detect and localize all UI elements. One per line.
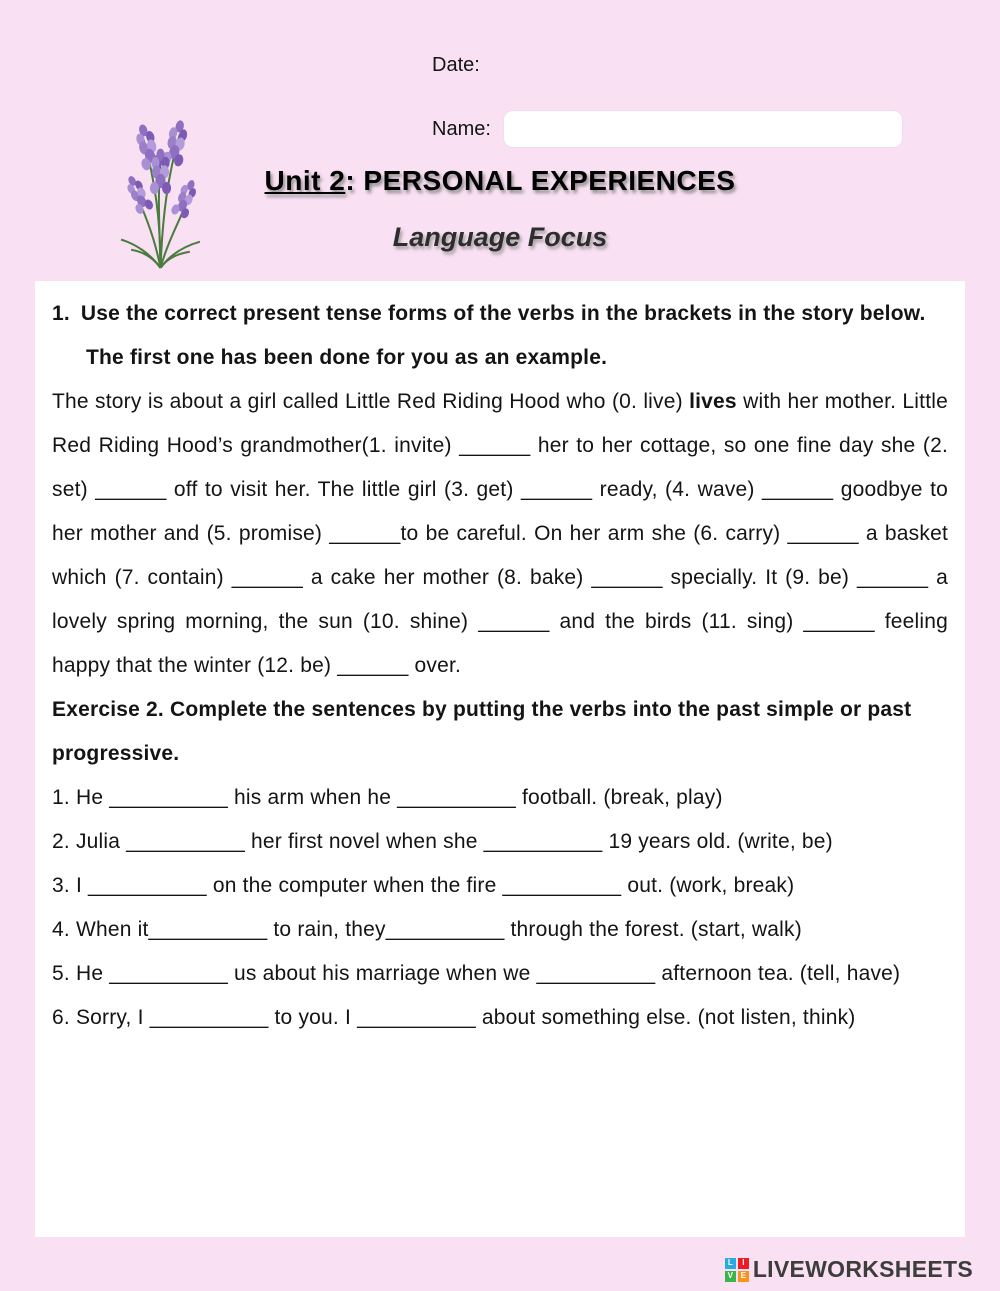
exercise2-sentence-6: 6. Sorry, I __________ to you. I __________ about something else. (not listen, think) bbox=[52, 1006, 856, 1029]
page-title-rest: : PERSONAL EXPERIENCES bbox=[345, 165, 736, 196]
page-title bbox=[0, 165, 1000, 197]
icon-letter-i: I bbox=[738, 1258, 749, 1269]
exercise1-heading bbox=[52, 292, 948, 380]
exercise2-heading: Exercise 2. Complete the sentences by putting the verbs into the past simple or past progressive. bbox=[52, 698, 912, 765]
exercise2-sentence-1: 1. He __________ his arm when he __________ football. (break, play) bbox=[52, 786, 723, 809]
exercise2-sentence-3: 3. I __________ on the computer when the fire __________ out. (work, break) bbox=[52, 874, 795, 897]
exercise1-number: 1. bbox=[52, 302, 70, 325]
date-label: Date: bbox=[432, 54, 480, 76]
exercise2-sentence-2: 2. Julia __________ her first novel when she __________ 19 years old. (write, be) bbox=[52, 830, 833, 853]
liveworksheets-brand bbox=[725, 1256, 973, 1283]
name-input[interactable] bbox=[503, 110, 903, 148]
exercise2-sentence-4: 4. When it__________ to rain, they__________ through the forest. (start, walk) bbox=[52, 918, 802, 941]
name-row bbox=[432, 110, 903, 148]
icon-letter-e: E bbox=[738, 1271, 749, 1282]
worksheet-panel bbox=[35, 281, 965, 1237]
name-label: Name: bbox=[432, 117, 491, 140]
page-subtitle: Language Focus bbox=[392, 222, 608, 252]
exercise1-instructions: Use the correct present tense forms of the verbs in the brackets in the story below. The first one has been done for you as an example. bbox=[80, 302, 926, 369]
story-example-answer: lives bbox=[689, 390, 737, 413]
liveworksheets-wordmark: LIVEWORKSHEETS bbox=[752, 1256, 973, 1282]
story-before-example: The story is about a girl called Little Red Riding Hood who (0. live) bbox=[52, 390, 690, 413]
exercise2-sentence-5: 5. He __________ us about his marriage when we __________ afternoon tea. (tell, have) bbox=[52, 962, 901, 985]
icon-letter-v: V bbox=[725, 1271, 736, 1282]
page-title-unit: Unit 2 bbox=[264, 165, 346, 196]
liveworksheets-icon bbox=[725, 1258, 749, 1282]
icon-letter-l: L bbox=[725, 1258, 736, 1269]
exercise1-story bbox=[52, 380, 948, 688]
story-after-example: with her mother. Little Red Riding Hood’s grandmother(1. invite) ______ her to her cottage, so one fine day she (2. set) ______ off to visit her. The little girl (3. get) ______ ready, (4. wave) ______ goodbye to her mother and (5. promise) ______to be careful. On her arm she (6. carry) ______ a basket which (7. contain) ______ a cake her mother (8. bake) ______ specially. It (9. be) ______ a lovely spring morning, the sun (10. shine) ______ and the birds (11. sing) ______ feeling happy that the winter (12. be) ______ over. bbox=[52, 390, 948, 677]
